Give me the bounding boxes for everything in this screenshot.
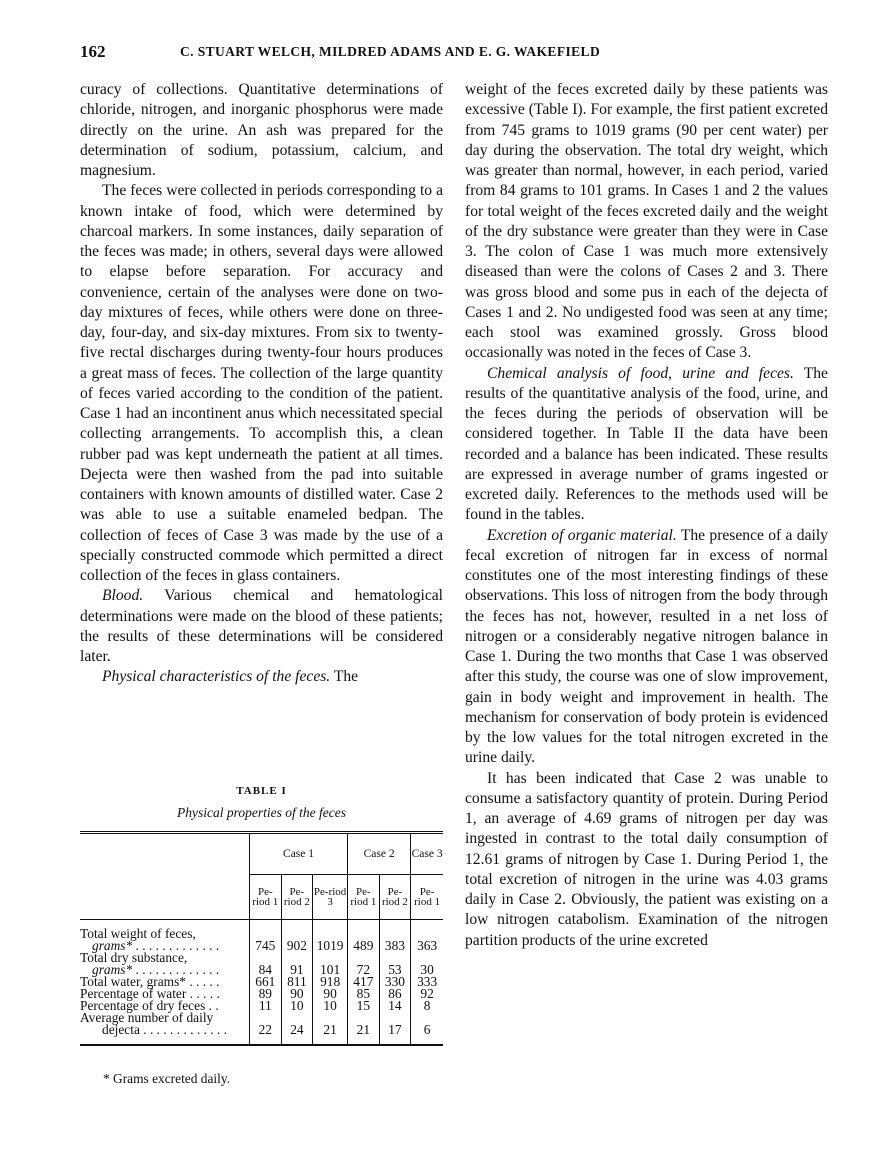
- period-header: Pe-riod 2: [281, 875, 313, 920]
- row-label: Average number of daily dejecta . . . . . . . . . . . . .: [80, 1010, 227, 1037]
- row-label: Total dry substance, grams* . . . . . . . . . . . . .: [80, 950, 220, 977]
- cell: 90: [281, 988, 313, 1000]
- cell: 417: [348, 976, 380, 988]
- cell: 24: [281, 1012, 313, 1045]
- paragraph: Blood. Various chemical and hematological determinations were made on the blood of these patients; the results of these determinations will be considered later.: [80, 587, 443, 665]
- table-label: TABLE I: [236, 785, 287, 797]
- cell: 53: [379, 952, 411, 976]
- cell: 918: [313, 976, 348, 988]
- cell: 72: [348, 952, 380, 976]
- period-header: Pe-riod 2: [379, 875, 411, 920]
- cell: 8: [411, 1000, 443, 1012]
- cell: 6: [411, 1012, 443, 1045]
- row-label: Total weight of feces, grams* . . . . . . . . . . . . .: [80, 926, 220, 953]
- cell: 14: [379, 1000, 411, 1012]
- page-number: 162: [80, 42, 106, 61]
- row-label: Total water, grams* . . . . .: [80, 974, 220, 989]
- cell: 30: [411, 952, 443, 976]
- table-row: [80, 952, 443, 976]
- cell: 902: [281, 920, 313, 953]
- data-table: [80, 831, 443, 1046]
- table-footnote: * Grams excreted daily.: [103, 1071, 231, 1086]
- paragraph: weight of the feces excreted daily by these patients was excessive (Table I). For example, the first patient excreted from 745 grams to 1019 grams (90 per cent water) per day during the observation. The total dry weight, which was greater than normal, however, in each period, varied from 84 grams to 101 grams. In Cases 1 and 2 the values for total weight of the feces excreted daily and the weight of the dry substance were greater than they were in Case 3. The colon of Case 1 was much more extensively diseased than were the colons of Cases 2 and 3. There was gross blood and some pus in each of the dejecta of Cases 1 and 2. No undigested food was seen at any time; each stool was examined grossly. Gross blood occasionally was noted in the feces of Case 3.: [465, 81, 828, 362]
- cell: 21: [348, 1012, 380, 1045]
- paragraph: Chemical analysis of food, urine and feces. The results of the quantitative analysis of the food, urine, and the feces during the periods of observation will be considered together. In Table II the data have been recorded and a balance has been indicated. These results are expressed in average number of grams ingested or excreted daily. References to the methods used will be found in the tables.: [465, 364, 828, 524]
- cell: 363: [411, 920, 443, 953]
- cell: 661: [250, 976, 282, 988]
- period-header: Pe-riod 1: [411, 875, 443, 920]
- section-heading-chemical: Chemical analysis of food, urine and feces.: [487, 364, 794, 382]
- right-column: [465, 80, 828, 951]
- cell: 89: [250, 988, 282, 1000]
- paragraph: It has been indicated that Case 2 was unable to consume a satisfactory quantity of protein. During Period 1, an average of 4.69 grams of nitrogen per day was ingested in contrast to the total daily consumption of 12.61 grams of nitrogen by Case 1. During Period 1, the total excretion of nitrogen in the urine was 4.03 grams daily in Case 2. Obviously, the patient was existing on a low nitrogen catabolism. Examination of the nitrogen partition products of the urine excreted: [465, 769, 828, 949]
- running-head: C. STUART WELCH, MILDRED ADAMS AND E. G. WAKEFIELD: [180, 44, 601, 59]
- cell: 1019: [313, 920, 348, 953]
- paragraph: curacy of collections. Quantitative determinations of chloride, nitrogen, and inorganic phosphorus were made directly on the urine. An ash was prepared for the determination of sodium, potassium, calcium, and magnesium.: [80, 81, 443, 179]
- cell: 21: [313, 1012, 348, 1045]
- paragraph: Physical characteristics of the feces. The: [102, 668, 359, 686]
- table-caption: Physical properties of the feces: [177, 805, 346, 820]
- cell: 383: [379, 920, 411, 953]
- row-label: Percentage of dry feces . .: [80, 998, 219, 1013]
- cell: 10: [313, 1000, 348, 1012]
- paragraph: The feces were collected in periods corresponding to a known intake of food, which were determined by charcoal markers. In some instances, daily separation of the feces was made; in others, several days were allowed to elapse before separation. For accuracy and convenience, certain of the analyses were done on two-day mixtures of feces, while others were done on three-day, four-day, and six-day mixtures. From six to twenty-five rectal discharges during twenty-four hours produces a great mass of feces. The collection of the large quantity of feces varied according to the condition of the patient. Case 1 had an incontinent anus which necessitated special collecting arrangements. To accomplish this, a clean rubber pad was kept underneath the patient at all times. Dejecta were then washed from the pad into suitable containers with known amounts of distilled water. Case 2 was able to use a suitable enameled bedpan. The collection of feces of Case 3 was made by the use of a specially constructed commode which permitted a direct collection of the feces in glass containers.: [80, 182, 443, 584]
- cell: 84: [250, 952, 282, 976]
- cell: 92: [411, 988, 443, 1000]
- cell: 85: [348, 988, 380, 1000]
- period-header: Pe-riod 3: [313, 875, 348, 920]
- stub-header: [80, 833, 250, 920]
- case-header: Case 3: [411, 833, 443, 875]
- page-header: [80, 42, 840, 64]
- row-label: Percentage of water . . . . .: [80, 986, 220, 1001]
- cell: 91: [281, 952, 313, 976]
- period-header: Pe-riod 1: [348, 875, 380, 920]
- cell: 17: [379, 1012, 411, 1045]
- table-row: [80, 920, 443, 953]
- cell: 745: [250, 920, 282, 953]
- section-heading-blood: Blood.: [102, 587, 144, 605]
- left-column: [80, 80, 443, 688]
- cell: 333: [411, 976, 443, 988]
- section-heading-physical: Physical characteristics of the feces.: [102, 668, 331, 686]
- case-header: Case 1: [250, 833, 348, 875]
- section-heading-excretion: Excretion of organic material.: [487, 526, 677, 544]
- cell: 22: [250, 1012, 282, 1045]
- cell: 330: [379, 976, 411, 988]
- cell: 10: [281, 1000, 313, 1012]
- table-row: [80, 1012, 443, 1045]
- cell: 86: [379, 988, 411, 1000]
- case-header: Case 2: [348, 833, 411, 875]
- table-1: [80, 785, 443, 1046]
- cell: 11: [250, 1000, 282, 1012]
- period-header: Pe-riod 1: [250, 875, 282, 920]
- cell: 489: [348, 920, 380, 953]
- cell: 101: [313, 952, 348, 976]
- cell: 15: [348, 1000, 380, 1012]
- paragraph: Excretion of organic material. The presence of a daily fecal excretion of nitrogen far in excess of normal constitutes one of the most interesting findings of these observations. This loss of nitrogen from the body through the feces has not, however, resulted in a net loss of nitrogen or a considerably negative nitrogen balance in Case 1. During the two months that Case 1 was observed after this study, the course was one of slow improvement, gain in body weight and improvement in health. The mechanism for conservation of body protein is evidenced by the low values for the total nitrogen excreted in the urine daily.: [465, 526, 828, 767]
- cell: 811: [281, 976, 313, 988]
- cell: 90: [313, 988, 348, 1000]
